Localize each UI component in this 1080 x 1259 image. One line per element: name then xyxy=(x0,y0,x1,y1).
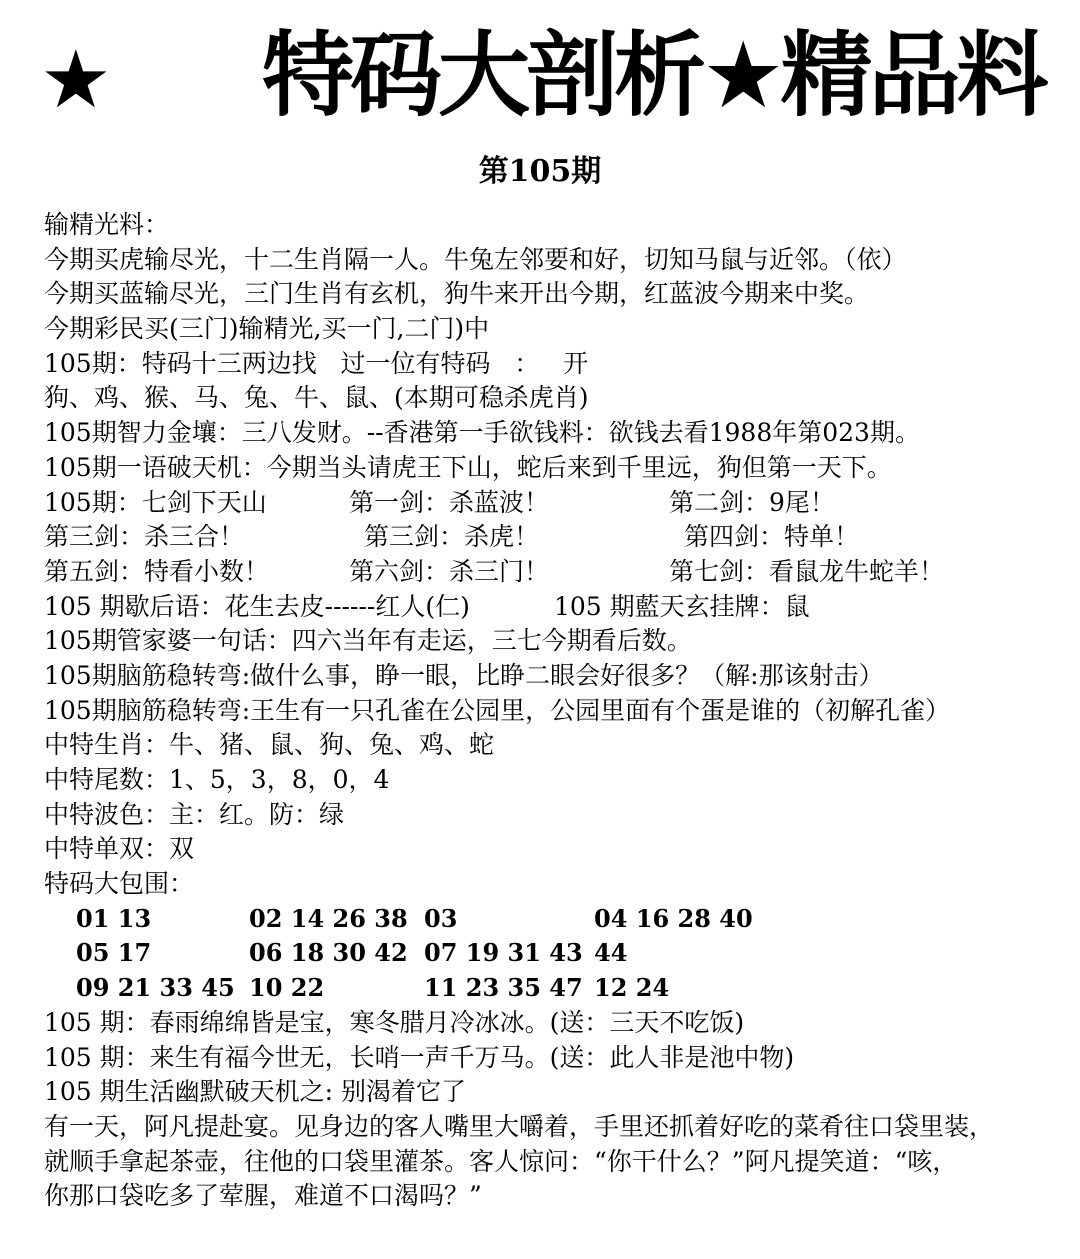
line-text: 狗、鸡、猴、马、兔、牛、鼠、(本期可稳杀虎肖) xyxy=(44,383,589,413)
sword-cell: 第七剑：看鼠龙牛蛇羊！ xyxy=(669,556,945,586)
number-grid-row xyxy=(44,936,1054,971)
sword-cell: 105期：七剑下天山 xyxy=(44,487,267,517)
star-icon: ★ xyxy=(40,33,112,126)
line-text: 105期智力金壤：三八发财。--香港第一手欲钱料：欲钱去看1988年第023期。 xyxy=(44,418,920,448)
number-group: 06 18 30 42 xyxy=(249,938,408,968)
number-group: 05 17 xyxy=(76,938,152,968)
line-text: 105期：特码十三两边找 过一位有特码 ： 开 xyxy=(44,348,589,378)
sword-cell: 第二剑：9尾！ xyxy=(669,487,835,517)
sword-cell: 第三剑：杀虎！ xyxy=(364,522,540,552)
line-text: 今期彩民买(三门)输精光,买一门,二门)中 xyxy=(44,314,490,344)
line-text: 中特单双：双 xyxy=(44,834,195,864)
sword-row xyxy=(44,555,1054,590)
sword-cell: 第三剑：杀三合！ xyxy=(44,522,245,552)
number-group: 03 xyxy=(424,903,458,933)
sword-cell: 第五剑：特看小数！ xyxy=(44,556,270,586)
issue-number: 第105期 xyxy=(478,154,602,189)
line-heading: 输精光料： xyxy=(44,210,170,239)
number-grid-row xyxy=(44,971,1054,1006)
line-text: 今期买蓝输尽光，三门生肖有玄机，狗牛来开出今期，红蓝波今期来中奖。 xyxy=(44,279,870,309)
line-text: 105 期生活幽默破天机之: 别渴着它了 xyxy=(44,1077,467,1107)
story-line: 有一天，阿凡提赴宴。见身边的客人嘴里大嚼着，手里还抓着好吃的菜肴往口袋里装， xyxy=(44,1111,995,1141)
line-text: 今期买虎输尽光，十二生肖隔一人。牛兔左邻要和好，切知马鼠与近邻。（依） xyxy=(44,244,907,274)
riddle-text: 105 期歇后语：花生去皮------红人(仁) xyxy=(44,591,470,621)
story-line: 就顺手拿起茶壶，往他的口袋里灌茶。客人惊问：“你干什么？”阿凡提笑道：“咳， xyxy=(44,1146,958,1176)
line-text xyxy=(44,590,1054,625)
line-text: 特码大包围： xyxy=(44,869,195,899)
number-group: 11 23 35 47 xyxy=(424,973,583,1003)
banner-title: 特码大剖析★精品料 xyxy=(262,22,1045,129)
line-text: 中特生肖：牛、猪、鼠、狗、兔、鸡、蛇 xyxy=(44,730,495,760)
line-text: 105期一语破天机：今期当头请虎王下山，蛇后来到千里远，狗但第一天下。 xyxy=(44,452,892,482)
line-text: 中特波色：主：红。防：绿 xyxy=(44,799,345,829)
number-group: 12 24 xyxy=(594,973,670,1003)
number-group: 07 19 31 43 xyxy=(424,938,583,968)
line-text: 105 期：来生有福今世无，长哨一声千万马。(送：此人非是池中物) xyxy=(44,1042,795,1072)
number-group: 10 22 xyxy=(249,973,325,1003)
content-lines xyxy=(44,208,1054,1214)
sword-cell: 第四剑：特单！ xyxy=(684,522,860,552)
line-text: 105期脑筋稳转弯:做什么事，睁一眼，比睁二眼会好很多？（解:那该射击） xyxy=(44,660,884,690)
number-group: 04 16 28 40 xyxy=(594,903,753,933)
number-group: 02 14 26 38 xyxy=(249,903,408,933)
line-text: 105 期：春雨绵绵皆是宝，寒冬腊月冷冰冰。(送：三天不吃饭) xyxy=(44,1007,745,1037)
story-line: 你那口袋吃多了荤腥，难道不口渴吗？” xyxy=(44,1181,482,1211)
line-text: 中特尾数：1、5，3，8，0，4 xyxy=(44,765,390,794)
sword-row xyxy=(44,520,1054,555)
number-group: 01 13 xyxy=(76,903,152,933)
banner xyxy=(0,22,1080,132)
line-text: 105期管家婆一句话：四六当年有走运，三七今期看后数。 xyxy=(44,626,692,656)
number-group: 44 xyxy=(594,938,628,968)
number-group: 09 21 33 45 xyxy=(76,973,235,1003)
sword-cell: 第一剑：杀蓝波！ xyxy=(349,487,550,517)
sign-text: 105 期藍天玄挂牌：鼠 xyxy=(554,591,810,621)
sword-cell: 第六剑：杀三门！ xyxy=(349,556,550,586)
line-text: 105期脑筋稳转弯:王生有一只孔雀在公园里，公园里面有个蛋是谁的（初解孔雀） xyxy=(44,695,951,725)
sword-row xyxy=(44,486,1054,521)
number-grid-row xyxy=(44,902,1054,937)
